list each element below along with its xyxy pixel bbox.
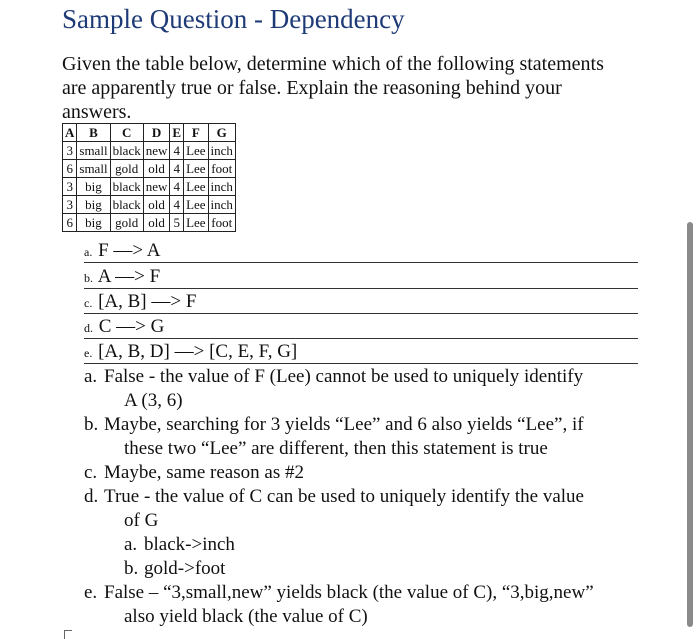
answer-d-sub-a — [80, 533, 650, 557]
table-cell: old — [143, 214, 170, 232]
answer-text: False – “3,small,new” yields black (the value of C), “3,big,new” — [104, 582, 594, 603]
answer-label: d. — [84, 486, 99, 507]
table-cell: black — [110, 178, 143, 196]
table-cell: inch — [208, 142, 235, 160]
table-cell: 3 — [63, 142, 77, 160]
statement-text: [A, B, D] —> [C, E, F, G] — [98, 341, 298, 362]
table-row — [63, 214, 236, 232]
statement-letter: c. — [84, 296, 93, 310]
table-cell: 4 — [170, 196, 184, 214]
table-cell: black — [110, 196, 143, 214]
statement-letter: e. — [84, 346, 93, 360]
answer-b — [80, 413, 650, 461]
answer-label: c. — [84, 462, 98, 483]
statement-text: F —> A — [98, 240, 161, 261]
table-row — [63, 142, 236, 160]
table-cell: Lee — [184, 214, 208, 232]
table-cell: black — [110, 142, 143, 160]
table-row — [63, 178, 236, 196]
answer-a — [80, 365, 650, 413]
sub-text: gold->foot — [144, 558, 226, 579]
table-cell: foot — [208, 160, 235, 178]
column-header: F — [184, 124, 208, 142]
table-cell: 6 — [63, 214, 77, 232]
table-cell: 6 — [63, 160, 77, 178]
column-header: E — [170, 124, 184, 142]
column-header: G — [208, 124, 235, 142]
answer-d — [80, 485, 650, 533]
table-cell: new — [143, 142, 170, 160]
table-cell: big — [77, 196, 110, 214]
table-cell: new — [143, 178, 170, 196]
sub-text: black->inch — [144, 534, 235, 555]
intro-line: answers. — [62, 101, 132, 123]
answer-text: Maybe, searching for 3 yields “Lee” and 6 also yields “Lee”, if — [104, 414, 584, 435]
dependency-table — [62, 123, 236, 232]
table-cell: big — [77, 214, 110, 232]
sub-label: b. — [124, 558, 139, 579]
table-cell: inch — [208, 178, 235, 196]
statement-c — [84, 291, 638, 314]
answer-text: False - the value of F (Lee) cannot be used to uniquely identify — [104, 366, 584, 387]
table-cell: big — [77, 178, 110, 196]
table-cell: gold — [110, 160, 143, 178]
table-cell: gold — [110, 214, 143, 232]
answer-text: A (3, 6) — [124, 390, 183, 411]
answer-e — [80, 581, 650, 629]
table-cell: old — [143, 196, 170, 214]
statement-d — [84, 316, 638, 339]
table-cell: 3 — [63, 178, 77, 196]
page-title: Sample Question - Dependency — [62, 4, 405, 34]
table-cell: 5 — [170, 214, 184, 232]
table-cell: small — [77, 160, 110, 178]
table-cell: Lee — [184, 142, 208, 160]
intro-paragraph — [62, 52, 642, 124]
table-cell: foot — [208, 214, 235, 232]
statement-a — [84, 240, 638, 263]
answer-text: of G — [124, 510, 159, 531]
answer-text: these two “Lee” are different, then this statement is true — [124, 438, 548, 459]
statement-letter: b. — [84, 271, 93, 285]
statement-text: C —> G — [98, 316, 165, 337]
answer-label: e. — [84, 582, 98, 603]
statement-letter: d. — [84, 321, 93, 335]
answer-d-sub-b — [80, 557, 650, 581]
statement-letter: a. — [84, 245, 93, 259]
table-row — [63, 160, 236, 178]
table-row — [63, 196, 236, 214]
table-cell: inch — [208, 196, 235, 214]
table-cell: old — [143, 160, 170, 178]
table-cell: small — [77, 142, 110, 160]
answer-text: Maybe, same reason as #2 — [104, 462, 304, 483]
table-cell: Lee — [184, 160, 208, 178]
answers-list — [80, 365, 650, 629]
intro-line: Given the table below, determine which of the following statements — [62, 53, 604, 75]
column-header: B — [77, 124, 110, 142]
intro-line: are apparently true or false. Explain the reasoning behind your — [62, 77, 562, 99]
sub-label: a. — [124, 534, 138, 555]
answer-label: b. — [84, 414, 99, 435]
table-cell: 4 — [170, 160, 184, 178]
vertical-scrollbar[interactable] — [687, 222, 693, 627]
table-cell: 3 — [63, 196, 77, 214]
table-cell: Lee — [184, 196, 208, 214]
answer-c — [80, 461, 650, 485]
statement-text: A —> F — [97, 266, 161, 287]
statement-b — [84, 266, 638, 289]
answer-label: a. — [84, 366, 98, 387]
answer-text: True - the value of C can be used to uniquely identify the value — [104, 486, 584, 507]
column-header: C — [110, 124, 143, 142]
statement-e — [84, 341, 638, 364]
table-header-row — [63, 124, 236, 142]
column-header: A — [63, 124, 77, 142]
statement-text: [A, B] —> F — [98, 291, 197, 312]
answer-text: also yield black (the value of C) — [124, 606, 368, 627]
table-cell: 4 — [170, 142, 184, 160]
table-cell: 4 — [170, 178, 184, 196]
table-cell: Lee — [184, 178, 208, 196]
column-header: D — [143, 124, 170, 142]
